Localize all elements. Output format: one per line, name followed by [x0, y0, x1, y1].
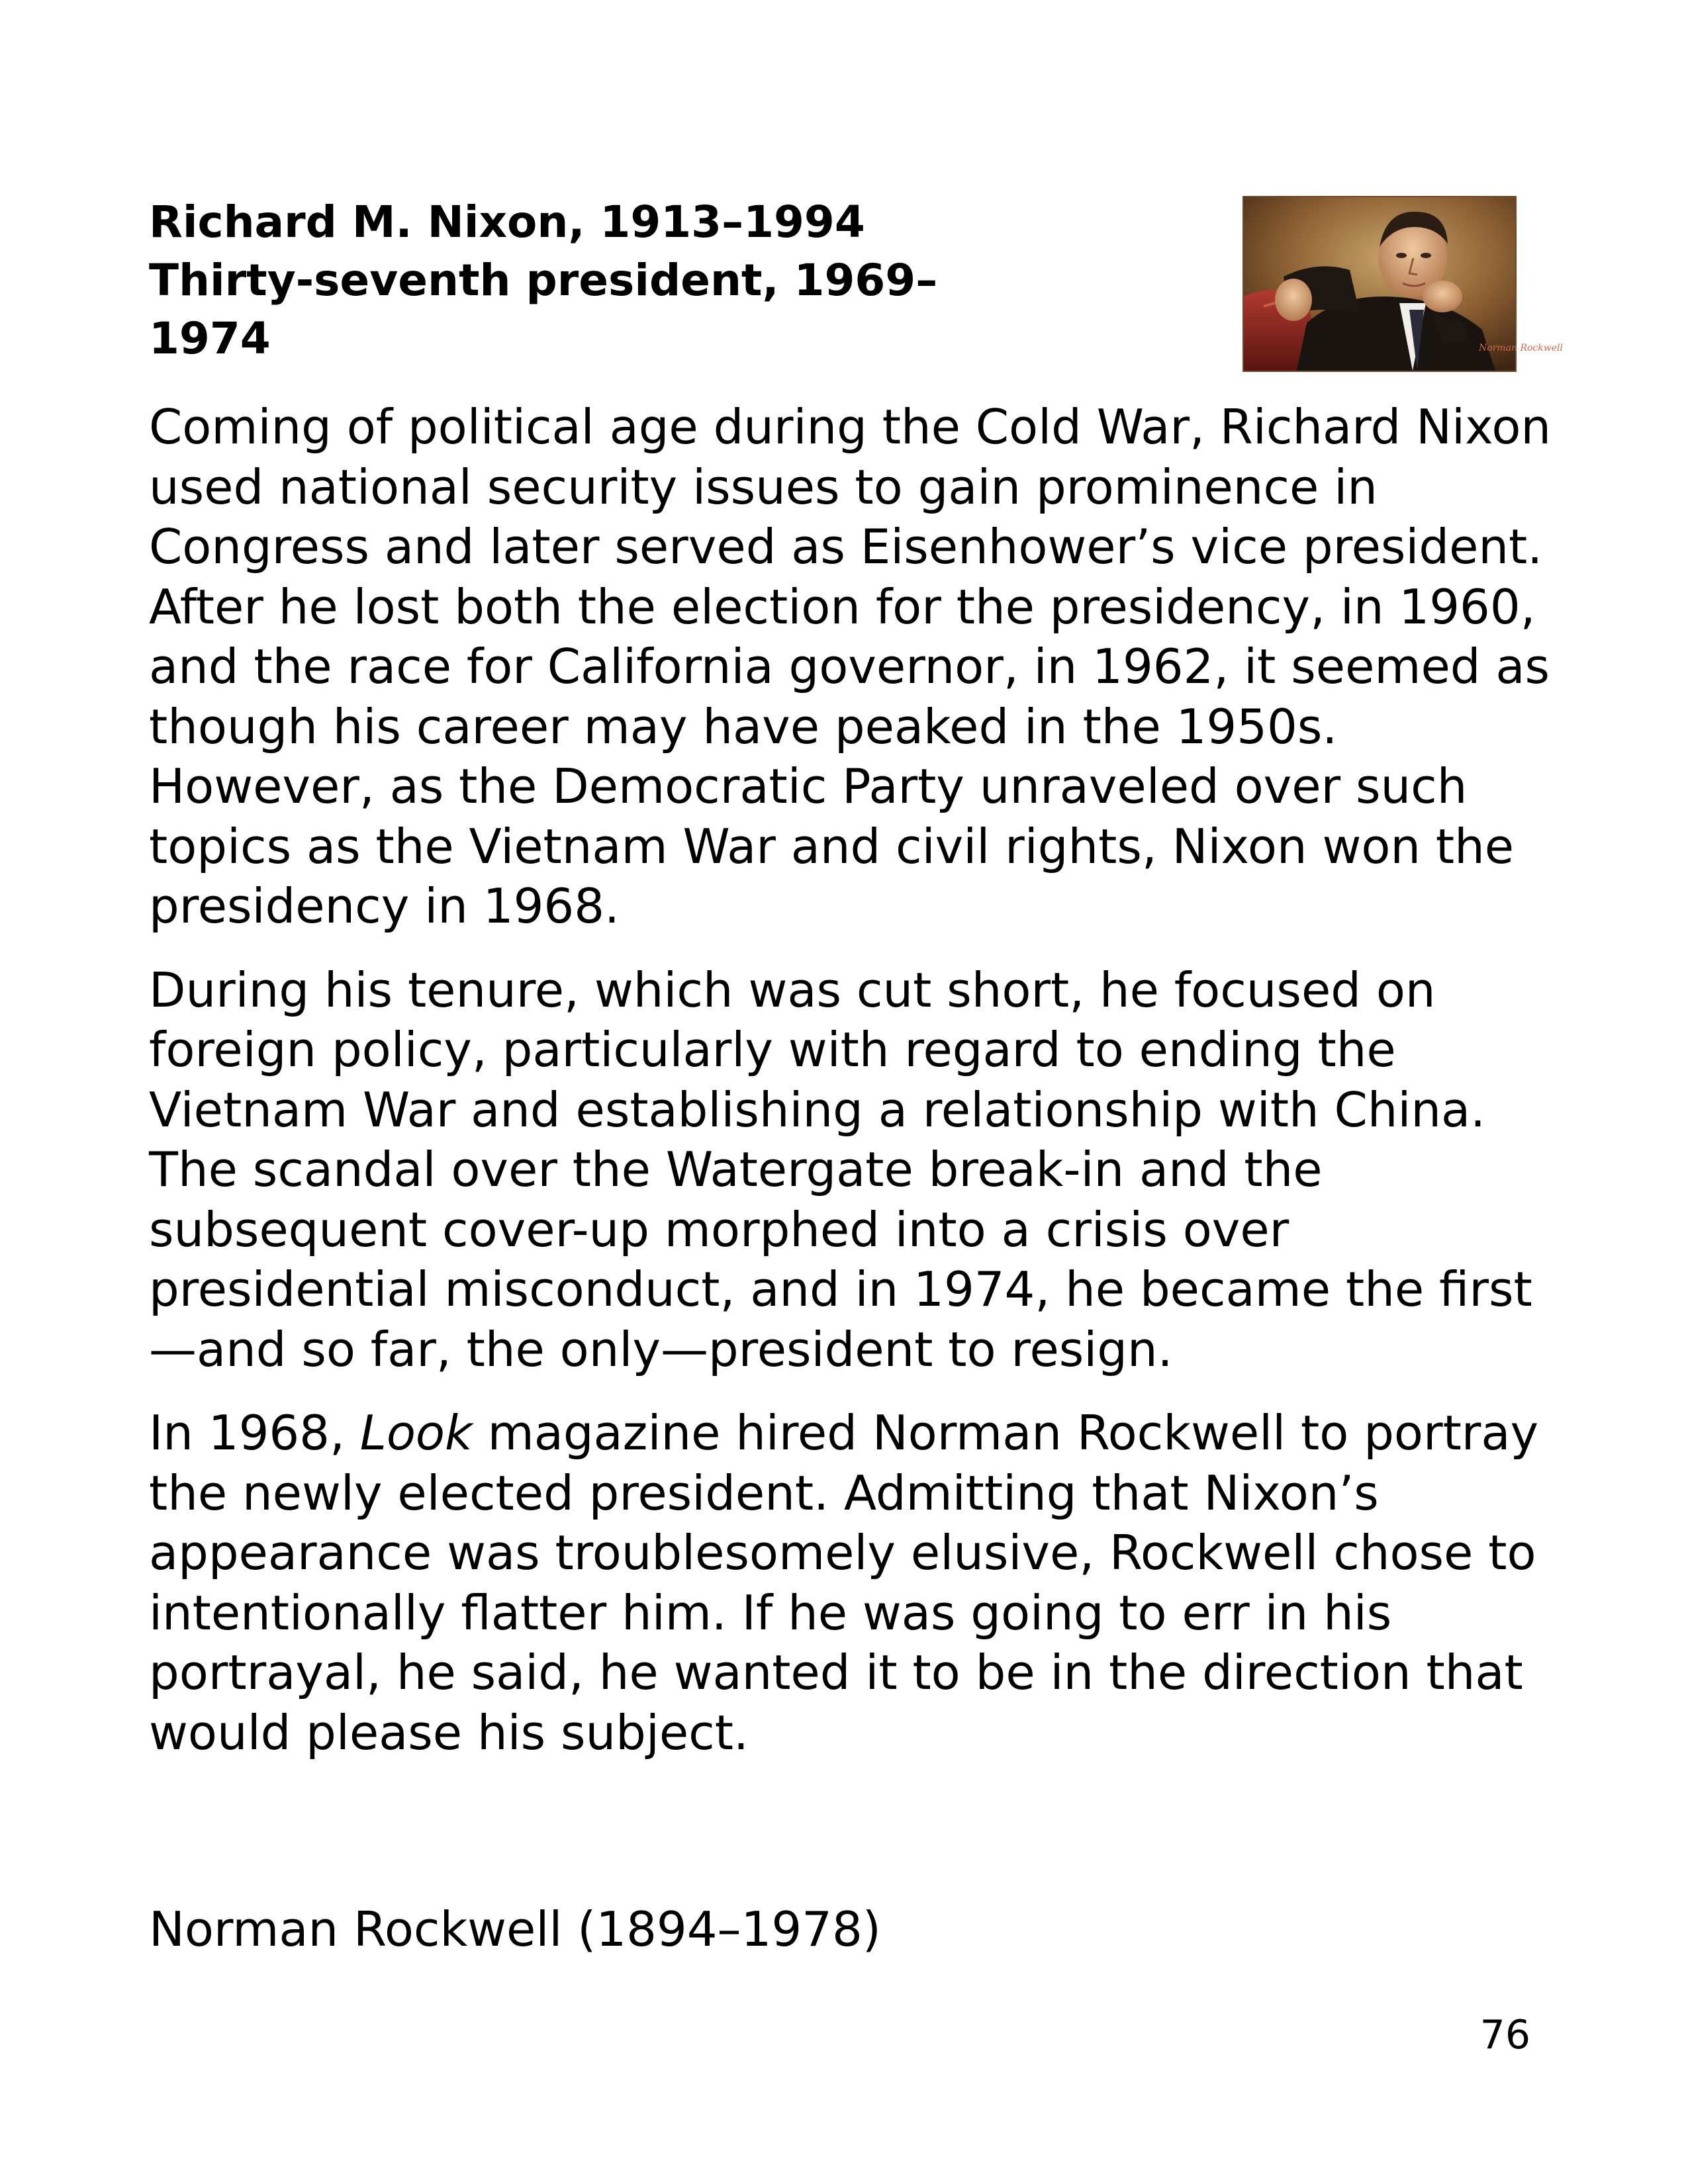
paragraph-portrait-rest: magazine hired Norman Rockwell to portray the newly elected president. Admitting that Nixon’s appearance was troublesomely elusive, Rockwell chose to intentionally flatter him. If he was going to err in his portrayal, he said, he wanted it to be in the direction that would please his subject. — [149, 1405, 1539, 1760]
paragraph-tenure: During his tenure, which was cut short, he focused on foreign policy, particularly with regard to ending the Vietnam War and establishing a relationship with China. The scandal over the Watergate break-in and the subsequent cover-up morphed into a crisis over presidential misconduct, and in 1974, he became the first—and so far, the only—president to resign. — [149, 962, 1532, 1377]
paragraph-portrait-history — [149, 1403, 1559, 1762]
artist-signature: Norman Rockwell — [1479, 343, 1563, 353]
page-title — [149, 193, 1109, 368]
title-line-office: Thirty-seventh president, 1969– — [149, 255, 938, 306]
nixon-portrait-thumbnail — [1243, 196, 1563, 372]
article-body — [149, 397, 1559, 1786]
title-line-end-year: 1974 — [149, 313, 271, 364]
paragraph-biography: Coming of political age during the Cold War, Richard Nixon used national security issues to gain prominence in Congress and later served as Eisenhower’s vice president. After he lost both the election for the presidency, in 1960, and the race for California governor, in 1962, it seemed as though his career may have peaked in the 1950s. However, as the Democratic Party unraveled over such topics as the Vietnam War and civil rights, Nixon won the presidency in 1968. — [149, 399, 1552, 934]
title-line-name-dates: Richard M. Nixon, 1913–1994 — [149, 197, 865, 248]
paragraph-portrait-lead: In 1968, — [149, 1405, 360, 1461]
magazine-title: Look — [359, 1405, 473, 1461]
portrait-image — [1244, 197, 1563, 371]
artist-credit: Norman Rockwell (1894–1978) — [149, 1901, 881, 1957]
page-number: 76 — [1479, 2012, 1530, 2058]
